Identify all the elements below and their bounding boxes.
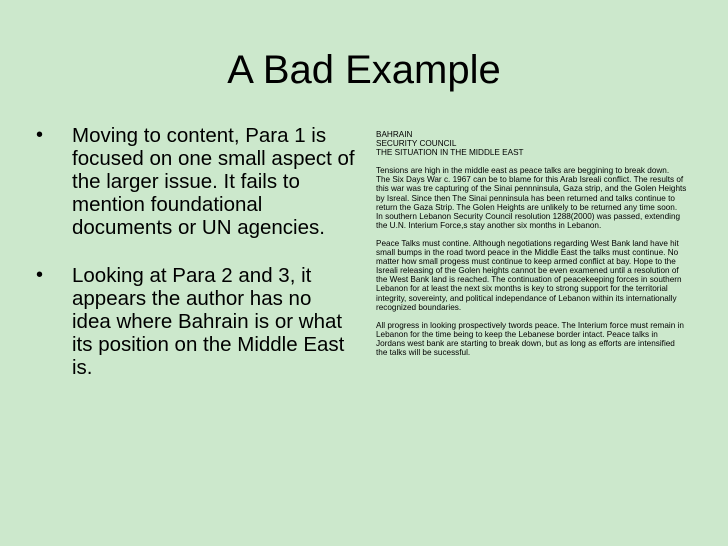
bullet-line: focused on one small aspect of (72, 147, 355, 170)
document-header-line: SECURITY COUNCIL (376, 139, 457, 149)
document-line: the West Bank land is reached. The continuation of peacekeeping forces in southern (376, 275, 682, 285)
document-line: All progress in looking prospectively twords peace. The Interium force must remain in (376, 320, 684, 330)
bullet-line: appears the author has no (72, 287, 312, 310)
document-header-line: BAHRAIN (376, 130, 413, 139)
document-line: Peace Talks must contine. Although negotiations regarding West Bank land have hit (376, 238, 679, 248)
bullet-line: the larger issue. It fails to (72, 170, 300, 193)
bullet-item (36, 124, 364, 239)
bullet-line: its position on the Middle East (72, 333, 345, 356)
document-line: small bumps in the road tword peace in the Middle East the talks must continue. No (376, 248, 679, 258)
document-line: the U.N. Interium Force,s stay another six months in Lebanon. (376, 220, 602, 230)
document-paragraph (376, 321, 711, 357)
bullet-line: idea where Bahrain is or what (72, 310, 343, 333)
document-line: Lebanon for the time being to keep the Lebanese border intact. Peace talks in (376, 329, 658, 339)
document-line: recognized boundaries. (376, 302, 462, 312)
document-line: the talks will be sucessful. (376, 347, 471, 357)
document-line: The Six Days War c. 1967 can be to blame for this Arab Isreali conflict. The results of (376, 175, 684, 185)
bullet-list (36, 124, 364, 404)
document-line: Tensions are high in the middle east as peace talks are beggining to break down. (376, 166, 670, 176)
bullet-line: documents or UN agencies. (72, 216, 325, 239)
bullet-line: Moving to content, Para 1 is (72, 124, 327, 147)
document-excerpt (376, 130, 711, 366)
slide-title: A Bad Example (227, 48, 501, 92)
document-header-line: THE SITUATION IN THE MIDDLE EAST (376, 148, 524, 158)
document-line: by Isreal. Since then The Sinai penninsula has been returned and talks continue to (376, 193, 675, 203)
bullet-marker-icon: • (36, 264, 44, 286)
bullet-line: is. (72, 356, 93, 379)
document-line: matter how small progess must continue to keep armed conflict at bay. Hope to the (376, 257, 676, 267)
document-line: In southern Lebanon Security Council resolution 1288(2000) was passed, extending (376, 211, 681, 221)
document-line: this war was tre capturing of the Sinai pennninsula, Gaza strip, and the Golen Heights (376, 184, 687, 194)
document-line: integrity, sovereinty, and political independance of Lebanon within its internationally (376, 293, 677, 303)
document-paragraph (376, 166, 711, 230)
bullet-marker-icon: • (36, 124, 44, 146)
document-line: return the Gaza Strip. The Golen Heights are unlikely to be returned any time soon. (376, 202, 678, 212)
document-header (376, 130, 711, 157)
bullet-line: mention foundational (72, 193, 263, 216)
document-paragraph (376, 239, 711, 312)
document-line: Jordans west bank are starting to break down, but as long as efforts are intensified (376, 338, 675, 348)
bullet-line: Looking at Para 2 and 3, it (72, 264, 312, 287)
bullet-item (36, 264, 364, 379)
document-line: Isreali releasing of the Golen heights cannot be even examened until a resolution of (376, 266, 679, 276)
document-line: Lebanon for at least the next six months is key to strong support for the territorial (376, 284, 668, 294)
